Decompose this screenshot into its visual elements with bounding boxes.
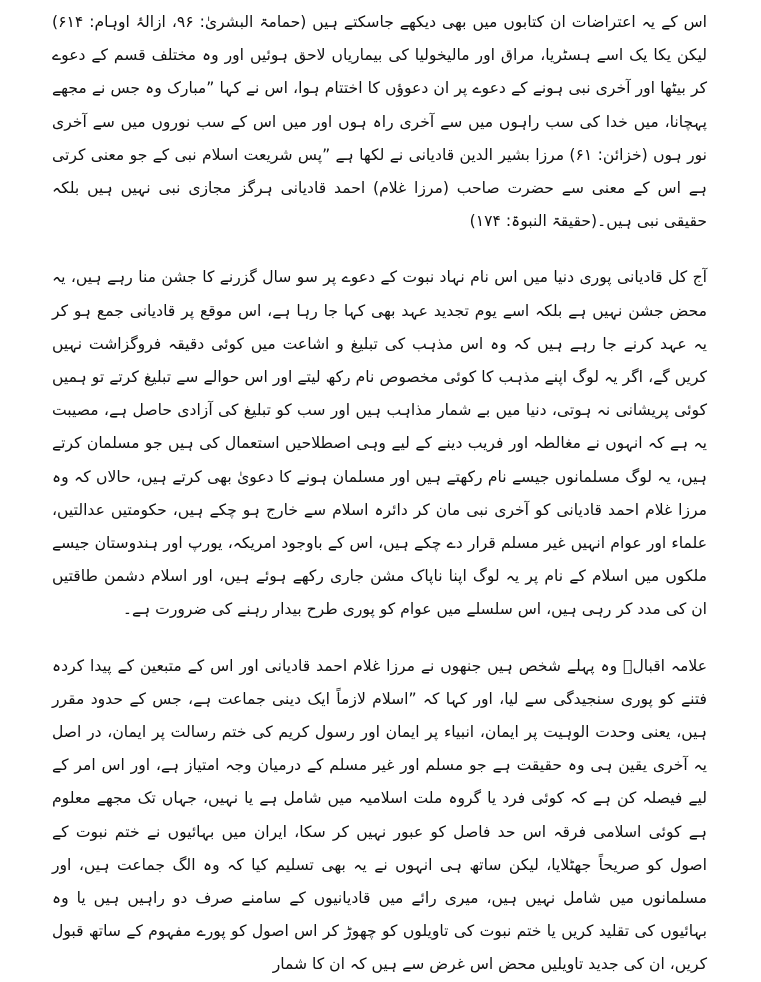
paragraph-2: آج کل قادیانی پوری دنیا میں اس نام نہاد نبوت کے دعوے پر سو سال گزرنے کا جشن منا رہے ہیں، یہ محض جشن نہیں ہے بلکہ اسے یوم تجدید عہد بھی کہا جا رہا ہے، اس موقع پر قادیانی جمع ہو کر یہ عہد کرنے جا رہے ہیں کہ وہ اس مذہب کی تبلیغ و اشاعت میں کوئی دقیقہ فروگزاشت نہیں کریں گے، اگر یہ لوگ اپنے مذہب کا کوئی مخصوص نام رکھ لیتے اور اس حوالے سے تبلیغ کرتے تو ہمیں کوئی پریشانی نہ ہوتی، دنیا میں بے شمار مذاہب ہیں اور سب کو تبلیغ کی آزادی حاصل ہے، مصیبت یہ ہے کہ انہوں نے مغالطہ اور فریب دینے کے لیے وہی اصطلاحیں استعمال کی ہیں جو مسلمان کرتے ہیں، یہ لوگ مسلمانوں جیسے نام رکھتے ہیں اور مسلمان ہونے کا دعویٰ بھی کرتے ہیں، حالاں کہ وہ مرزا غلام احمد قادیانی کو آخری نبی مان کر دائرہ اسلام سے خارج ہو چکے ہیں، حکومتیں عدالتیں، علماء اور عوام انہیں غیر مسلم قرار دے چکے ہیں، اس کے باوجود امریکہ، یورپ اور ہندوستان جیسے ملکوں میں اسلام کے نام پر یہ لوگ اپنا ناپاک مشن جاری رکھے ہوئے ہیں، اور اسلام دشمن طاقتیں ان کی مدد کر رہی ہیں، اس سلسلے میں عوام کو پوری طرح بیدار رہنے کی ضرورت ہے۔	[52, 268, 707, 619]
paragraph-3: علامہ اقبالؒ وہ پہلے شخص ہیں جنھوں نے مرزا غلام احمد قادیانی اور اس کے متبعین کے پیدا کردہ فتنے کو پوری سنجیدگی سے لیا، اور کہا کہ ”اسلام لازماً ایک دینی جماعت ہے، جس کے حدود مقرر ہیں، یعنی وحدت الوہیت پر ایمان، انبیاء پر ایمان اور رسول کریم کی ختم رسالت پر ایمان، در اصل یہ آخری یقین ہی وہ حقیقت ہے جو مسلم اور غیر مسلم کے درمیان وجہ امتیاز ہے، اور اس امر کے لیے فیصلہ کن ہے کہ کوئی فرد یا گروہ ملت اسلامیہ میں شامل ہے یا نہیں، جہاں تک مجھے معلوم ہے کوئی اسلامی فرقہ اس حد فاصل کو عبور نہیں کر سکا، ایران میں بہائیوں نے ختم نبوت کے اصول کو صریحاً جھٹلایا، لیکن ساتھ ہی انہوں نے یہ بھی تسلیم کیا کہ وہ الگ جماعت ہیں، اور مسلمانوں میں شامل نہیں ہیں، میری رائے میں قادیانیوں کے سامنے صرف دو راہیں ہیں یا وہ بہائیوں کی تقلید کریں یا ختم نبوت کی تاویلوں کو چھوڑ کر اس اصول کو پورے مفہوم کے ساتھ قبول کریں، ان کی جدید تاویلیں محض اس غرض سے ہیں کہ ان کا شمار	[52, 656, 707, 974]
paragraph-1: اس کے یہ اعتراضات ان کتابوں میں بھی دیکھے جاسکتے ہیں (حمامۃ البشریٰ: ۹۶، ازالۂ اوہام: ۶۱۴) لیکن یکا یک اسے ہسٹریا، مراق اور مالیخولیا کی بیماریاں لاحق ہوئیں اور وہ مختلف قسم کے دعوے کر بیٹھا اور آخری نبی ہونے کے دعوے پر ان دعوؤں کا اختتام ہوا، اس نے کہا ”مبارک وہ جس نے مجھے پہچانا، میں خدا کی سب راہوں میں سے آخری راہ ہوں اور میں اس کے سب نوروں میں سے آخری نور ہوں (خزائن: ۶۱) مرزا بشیر الدین قادیانی نے لکھا ہے ”پس شریعت اسلام نبی کے جو معنی کرتی ہے اس کے معنی سے حضرت صاحب (مرزا غلام) احمد قادیانی ہرگز مجازی نبی نہیں ہیں بلکہ حقیقی نبی ہیں۔(حقیقۃ النبوۃ: ۱۷۴)	[52, 13, 707, 231]
